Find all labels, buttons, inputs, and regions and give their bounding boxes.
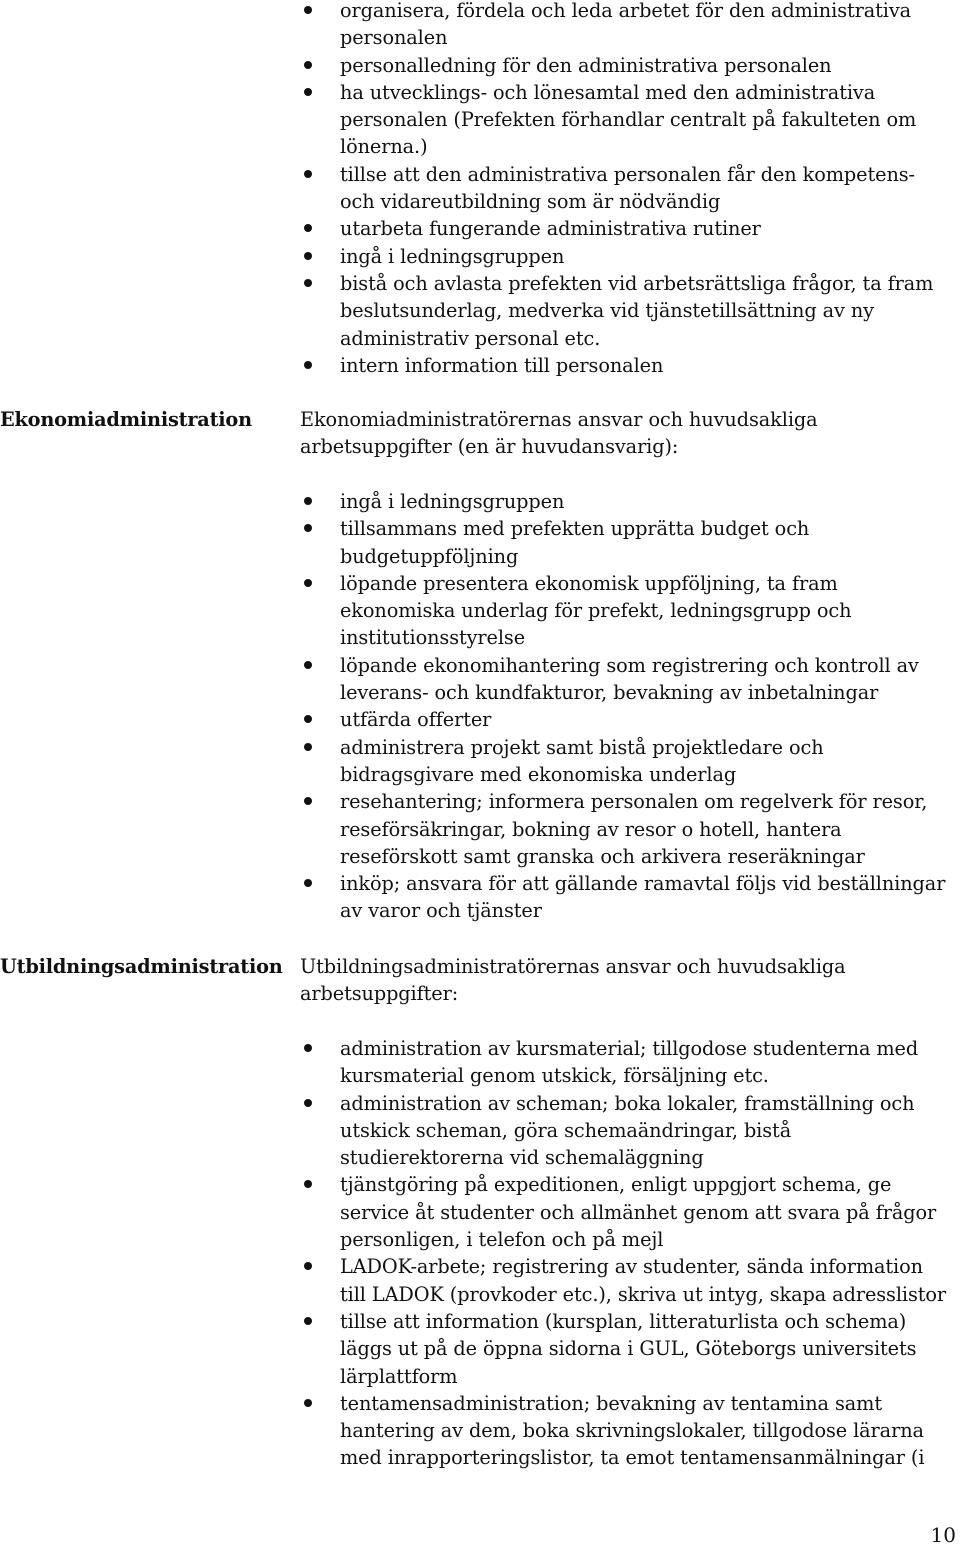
head-duties-list [300, 0, 960, 379]
list-item: inköp; ansvara för att gällande ramavtal följs vid beställningar av varor och tjänster [300, 870, 960, 925]
utbildning-duties-list [300, 1035, 960, 1472]
list-item: utfärda offerter [300, 706, 960, 733]
list-item: tillsammans med prefekten upprätta budget och budgetuppföljning [300, 515, 960, 570]
ekonomi-intro: Ekonomiadministratörernas ansvar och huvudsakliga arbetsuppgifter (en är huvudansvarig): [300, 408, 818, 459]
utbildning-intro: Utbildningsadministratörernas ansvar och huvudsakliga arbetsuppgifter: [300, 955, 846, 1006]
list-item: ingå i ledningsgruppen [300, 488, 960, 515]
list-item: tillse att information (kursplan, litteraturlista och schema) läggs ut på de öppna sidorna i GUL, Göteborgs universitets lärplattform [300, 1308, 960, 1390]
list-item: LADOK-arbete; registrering av studenter, sända information till LADOK (provkoder etc.), skriva ut intyg, skapa adresslistor [300, 1253, 960, 1308]
list-item: resehantering; informera personalen om regelverk för resor, reseförsäkringar, bokning av resor o hotell, hantera reseförskott samt granska och arkivera reseräkningar [300, 788, 960, 870]
ekonomi-section-label: Ekonomiadministration [0, 408, 252, 431]
list-item: personalledning för den administrativa personalen [300, 52, 960, 79]
list-item: administration av scheman; boka lokaler, framställning och utskick scheman, göra schemaändringar, bistå studierektorerna vid schemaläggning [300, 1090, 960, 1172]
list-item: bistå och avlasta prefekten vid arbetsrättsliga frågor, ta fram beslutsunderlag, medverka vid tjänstetillsättning av ny administrativ personal etc. [300, 270, 960, 352]
ekonomi-duties-list [300, 488, 960, 925]
list-item: tillse att den administrativa personalen får den kompetens- och vidareutbildning som är nödvändig [300, 161, 960, 216]
list-item: ingå i ledningsgruppen [300, 243, 960, 270]
list-item: organisera, fördela och leda arbetet för den administrativa personalen [300, 0, 960, 52]
list-item: intern information till personalen [300, 352, 960, 379]
list-item: löpande ekonomihantering som registrering och kontroll av leverans- och kundfakturor, bevakning av inbetalningar [300, 652, 960, 707]
utbildning-section-label: Utbildningsadministration [0, 955, 283, 978]
list-item: tentamensadministration; bevakning av tentamina samt hantering av dem, boka skrivningslokaler, tillgodose lärarna med inrapporteringslistor, ta emot tentamensanmälningar (i [300, 1390, 960, 1472]
list-item: administrera projekt samt bistå projektledare och bidragsgivare med ekonomiska underlag [300, 734, 960, 789]
list-item: administration av kursmaterial; tillgodose studenterna med kursmaterial genom utskick, försäljning etc. [300, 1035, 960, 1090]
list-item: ha utvecklings- och lönesamtal med den administrativa personalen (Prefekten förhandlar centralt på fakulteten om lönerna.) [300, 79, 960, 161]
page-number: 10 [930, 1523, 956, 1547]
list-item: tjänstgöring på expeditionen, enligt uppgjort schema, ge service åt studenter och allmänhet genom att svara på frågor personligen, i telefon och på mejl [300, 1171, 960, 1253]
list-item: löpande presentera ekonomisk uppföljning, ta fram ekonomiska underlag för prefekt, ledningsgrupp och institutionsstyrelse [300, 570, 960, 652]
list-item: utarbeta fungerande administrativa rutiner [300, 215, 960, 242]
